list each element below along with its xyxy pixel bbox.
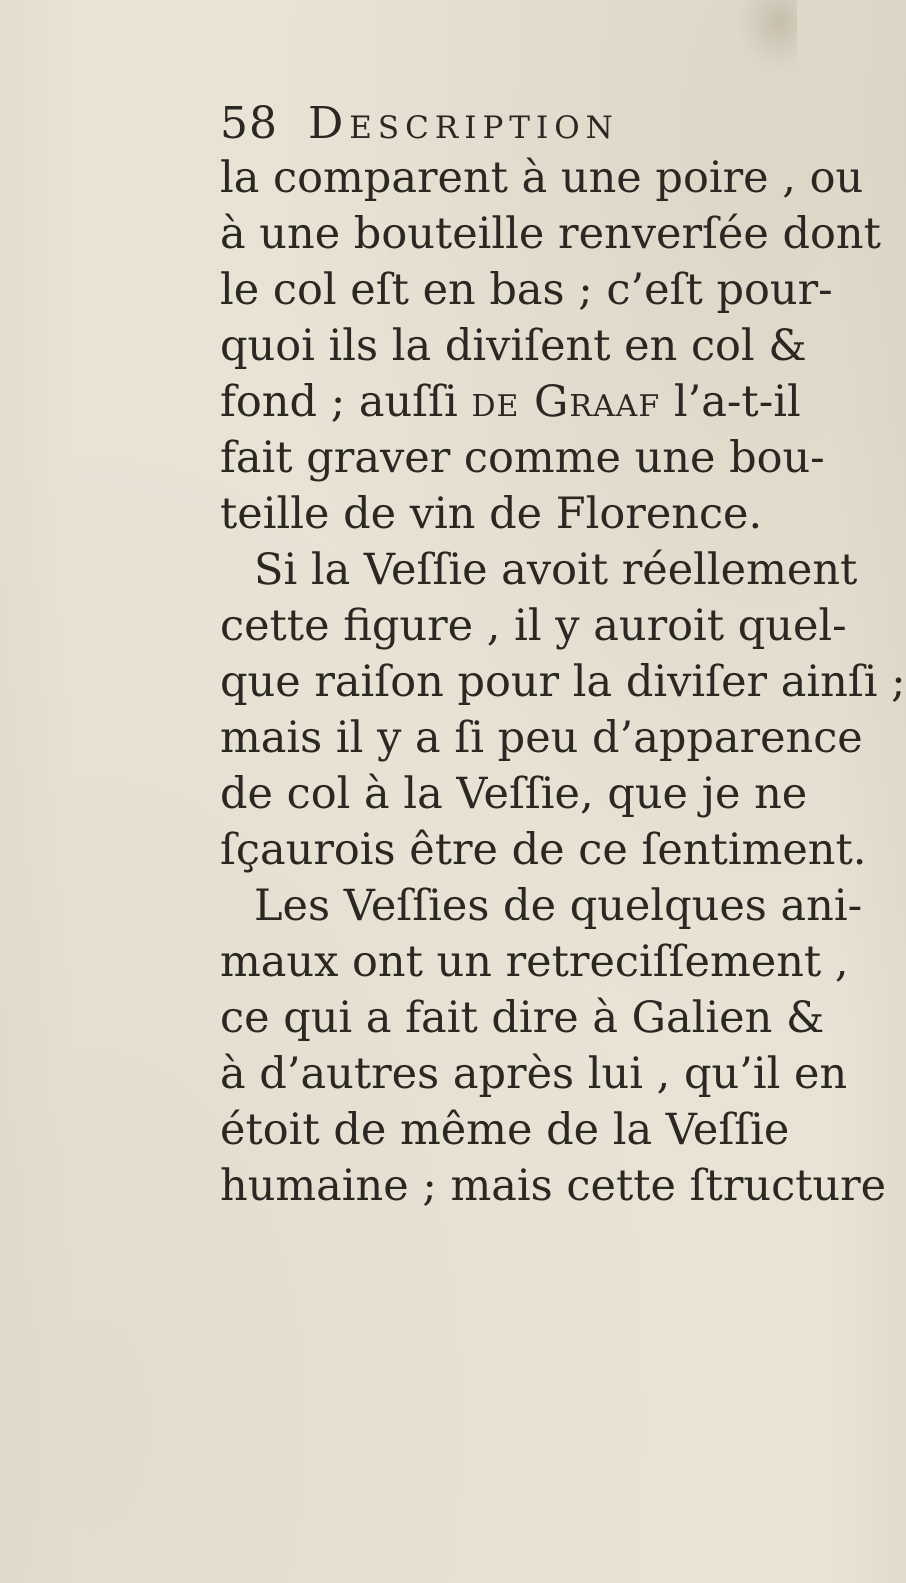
text-line: cette figure , il y auroit quel- — [220, 601, 847, 651]
text-fragment: fond ; auſſi — [220, 377, 458, 427]
text-line: fait graver comme une bou- — [220, 433, 825, 483]
text-line: humaine ; mais cette ſtructure — [220, 1161, 887, 1211]
text-line: étoit de même de la Veſſie — [220, 1105, 790, 1155]
text-line: à d’autres après lui , qu’il en — [220, 1049, 848, 1099]
text-line: Les Veſſies de quelques ani- — [254, 881, 863, 931]
text-line: mais il y a ſi peu d’apparence — [220, 713, 863, 763]
text-line: ce qui a fait dire à Galien & — [220, 993, 825, 1043]
text-line: teille de vin de Florence. — [220, 489, 763, 539]
text-line: à une bouteille renverſée dont — [220, 209, 881, 259]
text-line: maux ont un retreciſſement , — [220, 937, 849, 987]
text-line: le col eſt en bas ; c’eſt pour- — [220, 265, 833, 315]
text-fragment: l’a-t-il — [673, 377, 801, 427]
body-text — [220, 150, 906, 1214]
running-title: Description — [308, 98, 619, 149]
text-line: que raiſon pour la diviſer ainſi ; — [220, 657, 906, 707]
paper-stain — [737, 0, 797, 70]
text-line-with-name — [220, 374, 801, 430]
text-line: quoi ils la diviſent en col & — [220, 321, 807, 371]
author-name-de-graaf: de Graaf — [471, 377, 661, 427]
text-line: Si la Veſſie avoit réellement — [254, 545, 858, 595]
text-line: ſçaurois être de ce ſentiment. — [220, 825, 867, 875]
text-line: de col à la Veſſie, que je ne — [220, 769, 808, 819]
text-line: la comparent à une poire , ou — [220, 153, 864, 203]
page-number: 58 — [220, 98, 278, 149]
